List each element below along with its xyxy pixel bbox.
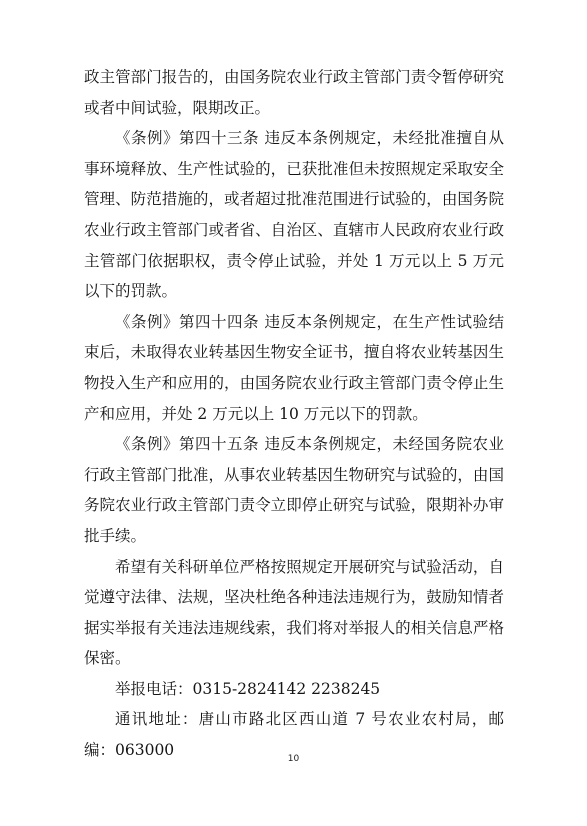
paragraph-article-45: 《条例》第四十五条 违反本条例规定，未经国务院农业行政主管部门批准，从事农业转基因生物研究与试验的，由国务院农业行政主管部门责令立即停止研究与试验，限期补办审批手续。 bbox=[84, 435, 504, 545]
page-number: 10 bbox=[287, 754, 300, 764]
paragraph-appeal: 希望有关科研单位严格按照规定开展研究与试验活动，自觉遵守法律、法规，坚决杜绝各种违法违规行为，鼓励知情者据实举报有关违法违规线索，我们将对举报人的相关信息严格保密。 bbox=[84, 557, 504, 668]
document-body bbox=[84, 62, 504, 766]
mailing-address: 通讯地址：唐山市路北区西山道 7 号农业农村局，邮编：063000 bbox=[84, 710, 504, 760]
paragraph-article-43: 《条例》第四十三条 违反本条例规定，未经批准擅自从事环境释放、生产性试验的，已获批准但未按照规定采取安全管理、防范措施的，或者超过批准范围进行试验的，由国务院农业行政主管部门或者省、自治区、直辖市人民政府农业行政主管部门依据职权，责令停止试验，并处 1 万元以上 5 万元以下的罚款。 bbox=[84, 129, 504, 301]
report-phone: 举报电话：0315-2824142 2238245 bbox=[115, 679, 381, 698]
paragraph-article-44: 《条例》第四十四条 违反本条例规定，在生产性试验结束后，未取得农业转基因生物安全证书，擅自将农业转基因生物投入生产和应用的，由国务院农业行政主管部门责令停止生产和应用，并处 2 万元以上 10 万元以下的罚款。 bbox=[84, 312, 504, 423]
paragraph-continuation: 政主管部门报告的，由国务院农业行政主管部门责令暂停研究或者中间试验，限期改正。 bbox=[84, 68, 504, 117]
